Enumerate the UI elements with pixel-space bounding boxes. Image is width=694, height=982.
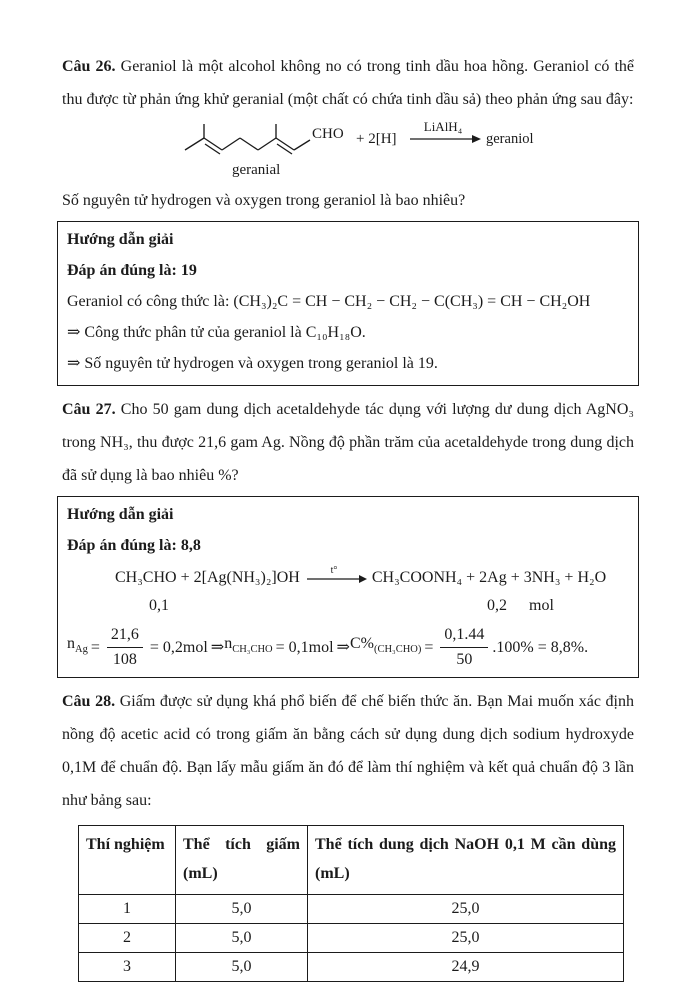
q26-solution-line2: ⇒ Công thức phân tử của geraniol là C₁₀H₁₈O. xyxy=(67,324,366,341)
header-naoh-volume: Thể tích dung dịch NaOH 0,1 M cần dùng (mL) xyxy=(308,826,624,895)
fraction-1-denominator: 108 xyxy=(112,651,137,668)
reaction-arrow-label: LiAlH₄ xyxy=(423,120,463,134)
result-3: .100% = 8,8%. xyxy=(492,638,589,656)
titration-results-table xyxy=(78,825,624,982)
equation-rhs: CH₃COONH₄ + 2Ag + 3NH₃ + H₂O xyxy=(371,569,607,586)
cell-vinegar-2: 5,0 xyxy=(176,924,308,953)
q26-statement xyxy=(62,50,634,116)
fraction-2-numerator: 0,1.44 xyxy=(440,624,488,648)
table-row xyxy=(79,953,624,982)
q27-answer: Đáp án đúng là: 8,8 xyxy=(67,537,201,554)
mol-unit: mol xyxy=(529,597,554,614)
equals-sign: = xyxy=(90,638,100,656)
fraction-2-denominator: 50 xyxy=(456,651,473,668)
reaction-arrow-icon xyxy=(406,120,482,148)
q27-solution-box xyxy=(57,496,639,678)
implies-arrow-2: ⇒ xyxy=(336,638,350,656)
cho-group-label: CHO xyxy=(312,126,344,142)
q26-text: Geraniol là một alcohol không no có trong tinh dầu hoa hồng. Geraniol có thể thu được từ phản ứng khử geranial (một chất có chứa tinh dầu sả) theo phản ứng sau đây: xyxy=(62,58,634,108)
result-1: = 0,2mol xyxy=(149,638,208,656)
q27-statement xyxy=(62,393,634,492)
q26-reaction-scheme xyxy=(62,118,634,184)
q27-label: Câu 27. xyxy=(62,401,116,418)
q26-solution-line1 xyxy=(67,286,629,317)
cell-experiment-3: 3 xyxy=(79,953,176,982)
q27-chemical-equation xyxy=(115,563,629,593)
heat-arrow-icon xyxy=(304,564,368,588)
table-row xyxy=(79,895,624,924)
q26-formula-prefix: Geraniol có công thức là: xyxy=(67,293,234,310)
q27-solution-heading: Hướng dẫn giải xyxy=(67,506,174,523)
q26-answer: Đáp án đúng là: 19 xyxy=(67,262,197,279)
n-ch3cho-term: $n_{CH_3CHO}$ xyxy=(224,635,273,656)
cell-experiment-2: 2 xyxy=(79,924,176,953)
mol-value-1: 0,1 xyxy=(149,597,169,614)
concentration-term: $C\%_{(CH_3CHO)}$ xyxy=(349,635,422,656)
table-header-row xyxy=(79,826,624,895)
q27-mol-amounts xyxy=(67,593,629,618)
heat-arrow-label: t° xyxy=(330,565,338,576)
fraction-2 xyxy=(440,624,488,671)
q26-question: Số nguyên tử hydrogen và oxygen trong geraniol là bao nhiêu? xyxy=(62,192,466,209)
q26-solution-heading: Hướng dẫn giải xyxy=(67,231,174,248)
header-experiment: Thí nghiệm xyxy=(79,826,176,895)
q27-text: Cho 50 gam dung dịch acetaldehyde tác dụng với lượng dư dung dịch AgNO₃ trong NH₃, thu được 21,6 gam Ag. Nồng độ phần trăm của acetaldehyde trong dung dịch đã sử dụng là bao nhiêu %? xyxy=(62,401,634,484)
q26-solution-box xyxy=(57,221,639,386)
q26-product-label: geraniol xyxy=(486,131,534,147)
result-2: = 0,1mol xyxy=(275,638,334,656)
q26-label: Câu 26. xyxy=(62,58,116,75)
q26-solution-line3: ⇒ Số nguyên tử hydrogen và oxygen trong geraniol là 19. xyxy=(67,355,438,372)
equation-lhs: CH₃CHO + 2[Ag(NH₃)₂]OH xyxy=(115,569,300,586)
cell-vinegar-3: 5,0 xyxy=(176,953,308,982)
cell-naoh-3: 24,9 xyxy=(308,953,624,982)
cell-naoh-1: 25,0 xyxy=(308,895,624,924)
header-vinegar-volume: Thể tích giấm (mL) xyxy=(176,826,308,895)
cell-naoh-2: 25,0 xyxy=(308,924,624,953)
q28-label: Câu 28. xyxy=(62,693,116,710)
geraniol-formula: (CH₃)₂C = CH − CH₂ − CH₂ − C(CH₃) = CH − CH₂OH xyxy=(233,293,591,310)
cell-vinegar-1: 5,0 xyxy=(176,895,308,924)
implies-arrow-1: ⇒ xyxy=(210,638,225,656)
fraction-1-numerator: 21,6 xyxy=(107,624,143,648)
q26-reagent: + 2[H] xyxy=(356,131,397,147)
q26-substrate-label: geranial xyxy=(232,162,281,178)
table-row xyxy=(79,924,624,953)
fraction-1 xyxy=(107,624,143,671)
q28-statement xyxy=(62,685,634,817)
equals-sign-2: = xyxy=(424,638,434,656)
mol-value-2: 0,2 xyxy=(487,597,507,614)
q27-calculation xyxy=(67,624,629,671)
cell-experiment-1: 1 xyxy=(79,895,176,924)
n-ag-term: $n_{Ag}$ xyxy=(67,635,88,656)
q28-text: Giấm được sử dụng khá phổ biến để chế biến thức ăn. Bạn Mai muốn xác định nồng độ acetic acid có trong giấm ăn bằng cách sử dụng dung dịch sodium hydroxyde 0,1M để chuẩn độ. Bạn lấy mẫu giấm ăn đó để làm thí nghiệm và kết quả chuẩn độ 3 lần như bảng sau: xyxy=(62,693,635,809)
